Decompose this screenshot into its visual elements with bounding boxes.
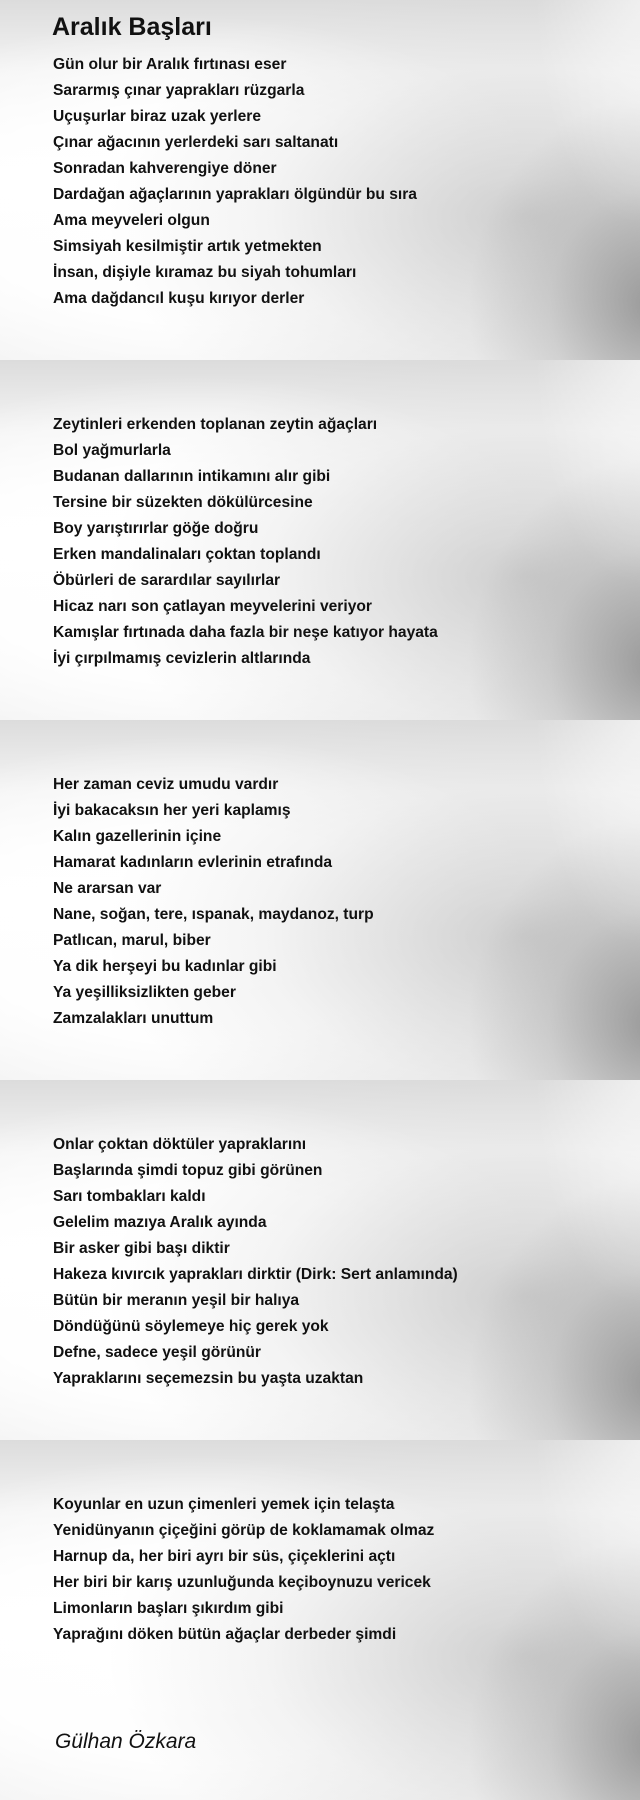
- poem-line: Kalın gazellerinin içine: [53, 828, 222, 845]
- poem-line: İnsan, dişiyle kıramaz bu siyah tohumları: [53, 264, 357, 281]
- poem-line: Boy yarıştırırlar göğe doğru: [53, 520, 259, 537]
- stanza-2: [53, 412, 438, 672]
- poem-line: Ama dağdancıl kuşu kırıyor derler: [53, 290, 305, 307]
- poem-line: Tersine bir süzekten dökülürcesine: [53, 494, 313, 511]
- poem-line: Sararmış çınar yaprakları rüzgarla: [53, 82, 305, 99]
- poem-line: Ama meyveleri olgun: [53, 212, 210, 229]
- stanza-1: [53, 52, 417, 312]
- poem-line: Onlar çoktan döktüler yapraklarını: [53, 1136, 307, 1153]
- poem-line: Nane, soğan, tere, ıspanak, maydanoz, turp: [53, 906, 374, 923]
- poem-line: Çınar ağacının yerlerdeki sarı saltanatı: [53, 134, 339, 151]
- poem-line: Patlıcan, marul, biber: [53, 932, 211, 949]
- poem-line: Başlarında şimdi topuz gibi görünen: [53, 1162, 323, 1179]
- poem-line: Yapraklarını seçemezsin bu yaşta uzaktan: [53, 1370, 364, 1387]
- stanza-5: [53, 1492, 434, 1648]
- poem-line: İyi çırpılmamış cevizlerin altlarında: [53, 650, 311, 667]
- poem-line: Hakeza kıvırcık yaprakları dirktir (Dirk: Sert anlamında): [53, 1266, 458, 1283]
- poem-line: Bütün bir meranın yeşil bir halıya: [53, 1292, 300, 1309]
- poem-title: Aralık Başları: [52, 13, 212, 41]
- poem-line: Gelelim mazıya Aralık ayında: [53, 1214, 267, 1231]
- poem-line: Budanan dallarının intikamını alır gibi: [53, 468, 331, 485]
- poem-line: Sarı tombakları kaldı: [53, 1188, 206, 1205]
- poem-line: Bol yağmurlarla: [53, 442, 171, 459]
- poem-line: Ya dik herşeyi bu kadınlar gibi: [53, 958, 277, 975]
- poem-panel-2: [0, 360, 640, 720]
- poem-panel-3: [0, 720, 640, 1080]
- poem-line: Zamzalakları unuttum: [53, 1010, 214, 1027]
- poem-line: Öbürleri de sarardılar sayılırlar: [53, 572, 281, 589]
- poem-line: Yenidünyanın çiçeğini görüp de koklamamak olmaz: [53, 1522, 435, 1539]
- poem-line: Bir asker gibi başı diktir: [53, 1240, 230, 1257]
- poem-line: Simsiyah kesilmiştir artık yetmekten: [53, 238, 322, 255]
- poem-line: Ya yeşilliksizlikten geber: [53, 984, 236, 1001]
- poem-line: Her zaman ceviz umudu vardır: [53, 776, 279, 793]
- poem-line: Hamarat kadınların evlerinin etrafında: [53, 854, 333, 871]
- poem-line: Kamışlar fırtınada daha fazla bir neşe katıyor hayata: [53, 624, 438, 641]
- poem-line: Defne, sadece yeşil görünür: [53, 1344, 261, 1361]
- poem-panel-1: [0, 0, 640, 360]
- poem-line: Limonların başları şıkırdım gibi: [53, 1600, 284, 1617]
- poem-line: Erken mandalinaları çoktan toplandı: [53, 546, 321, 563]
- poem-line: Gün olur bir Aralık fırtınası eser: [53, 56, 287, 73]
- poem-line: Dardağan ağaçlarının yaprakları ölgündür bu sıra: [53, 186, 417, 203]
- poem-panel-5: [0, 1440, 640, 1800]
- poem-line: Hicaz narı son çatlayan meyvelerini veriyor: [53, 598, 372, 615]
- poem-line: Uçuşurlar biraz uzak yerlere: [53, 108, 262, 125]
- poem-author: Gülhan Özkara: [55, 1730, 197, 1753]
- poem-line: Sonradan kahverengiye döner: [53, 160, 277, 177]
- poem-line: Harnup da, her biri ayrı bir süs, çiçeklerini açtı: [53, 1548, 396, 1565]
- poem-line: Her biri bir karış uzunluğunda keçiboynuzu vericek: [53, 1574, 431, 1591]
- poem-line: Zeytinleri erkenden toplanan zeytin ağaçları: [53, 416, 378, 433]
- poem-line: Koyunlar en uzun çimenleri yemek için telaşta: [53, 1496, 395, 1513]
- poem-panel-4: [0, 1080, 640, 1440]
- stanza-4: [53, 1132, 458, 1392]
- poem-line: Döndüğünü söylemeye hiç gerek yok: [53, 1318, 329, 1335]
- poem-line: Ne ararsan var: [53, 880, 162, 897]
- poem-line: İyi bakacaksın her yeri kaplamış: [53, 802, 291, 819]
- stanza-3: [53, 772, 374, 1032]
- poem-line: Yaprağını döken bütün ağaçlar derbeder şimdi: [53, 1626, 397, 1643]
